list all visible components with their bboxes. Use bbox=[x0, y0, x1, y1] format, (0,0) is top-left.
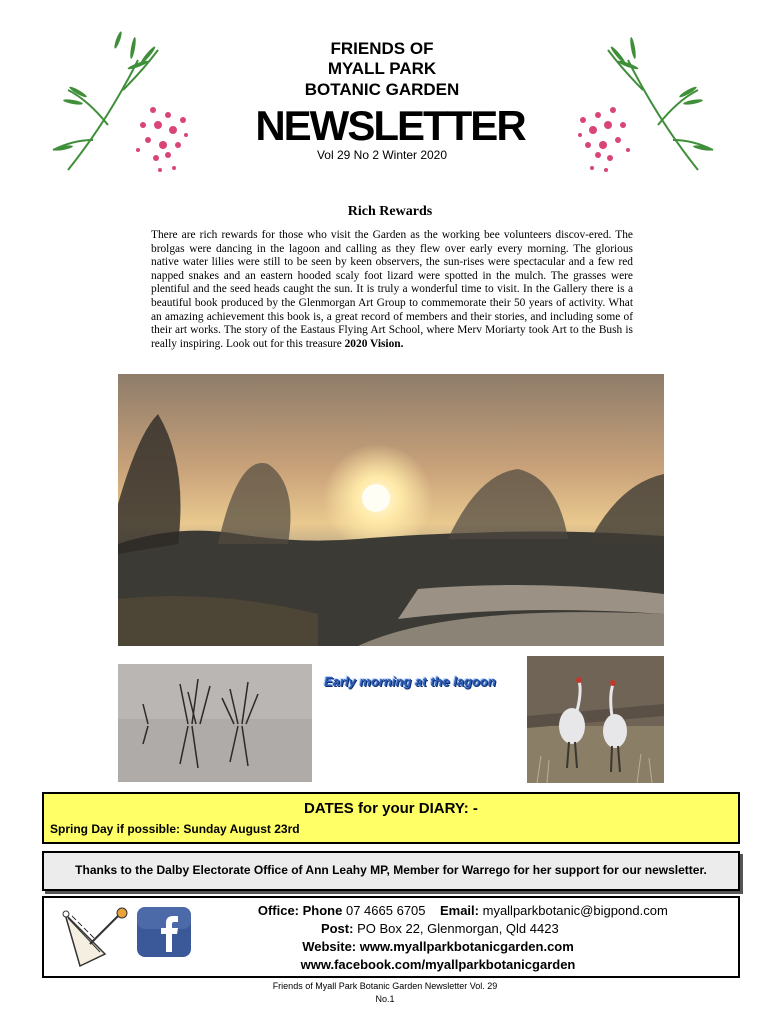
masthead-line-3: BOTANIC GARDEN bbox=[304, 80, 460, 99]
diary-box bbox=[42, 792, 740, 844]
grevillea-illustration-right bbox=[568, 30, 718, 190]
email-label: Email: bbox=[439, 903, 479, 918]
article-body bbox=[151, 229, 633, 351]
article-emphasis: 2020 Vision. bbox=[344, 337, 404, 350]
website-text[interactable]: Website: www.myallparkbotanicgarden.com bbox=[302, 939, 574, 954]
sunrise-photo bbox=[118, 374, 664, 646]
contact-post-line bbox=[44, 920, 738, 938]
contact-office-line bbox=[44, 902, 738, 920]
brolgas-photo bbox=[527, 656, 664, 783]
diary-item: Spring Day if possible: Sunday August 23rd bbox=[50, 822, 300, 836]
grevillea-illustration-left bbox=[48, 30, 198, 190]
photo-caption: Early morning at the lagoon bbox=[324, 674, 496, 689]
article-text: There are rich rewards for those who visit the Garden as the working bee volunteers discov-ered. The brolgas were dancing in the lagoon and calling as they flew over early every morning. The glorious native water lilies were still to be seen by keen observers, the sun-rises were spectacular and a few red napped snakes and an eastern hooded scaly foot lizard were spotted in the mulch. The grasses were plentiful and the seed heads caught the sun. It is truly a wonderful time to visit. In the Gallery there is a beautiful book produced by the Glenmorgan Art Group to commemorate their 50 years of activity. What an amazing achievement this book is, a great record of members and their stories, and including some of their art works. The story of the Eastaus Flying Art School, where Merv Moriarty took Art to the Bush is really inspiring. Look out for this treasure bbox=[151, 229, 633, 350]
contact-box bbox=[42, 896, 740, 978]
masthead-line-2: MYALL PARK bbox=[327, 59, 437, 78]
office-label: Office: bbox=[257, 903, 299, 918]
diary-title: DATES for your DIARY: - bbox=[304, 800, 478, 817]
website-link[interactable] bbox=[44, 938, 738, 956]
issue-info: Vol 29 No 2 Winter 2020 bbox=[316, 148, 448, 162]
phone-label: Phone bbox=[302, 903, 343, 918]
phone-number: 07 4665 6705 bbox=[345, 903, 426, 918]
email-address[interactable]: myallparkbotanic@bigpond.com bbox=[482, 903, 668, 918]
facebook-text[interactable]: www.facebook.com/myallparkbotanicgarden bbox=[300, 957, 576, 972]
footer-line-1: Friends of Myall Park Botanic Garden Newsletter Vol. 29 bbox=[272, 981, 498, 991]
footer-line-2: No.1 bbox=[375, 994, 395, 1004]
thanks-text: Thanks to the Dalby Electorate Office of Ann Leahy MP, Member for Warrego for her support for our newsletter. bbox=[75, 863, 707, 877]
thanks-box bbox=[42, 851, 740, 891]
facebook-link[interactable] bbox=[44, 956, 738, 974]
article-heading: Rich Rewards bbox=[347, 204, 433, 219]
post-address: PO Box 22, Glenmorgan, Qld 4423 bbox=[357, 921, 559, 936]
post-label: Post: bbox=[320, 921, 354, 936]
newsletter-title: NEWSLETTER bbox=[255, 102, 525, 149]
page-footer bbox=[200, 980, 570, 1006]
masthead-line-1: FRIENDS OF bbox=[330, 39, 434, 58]
reeds-photo bbox=[118, 664, 312, 782]
